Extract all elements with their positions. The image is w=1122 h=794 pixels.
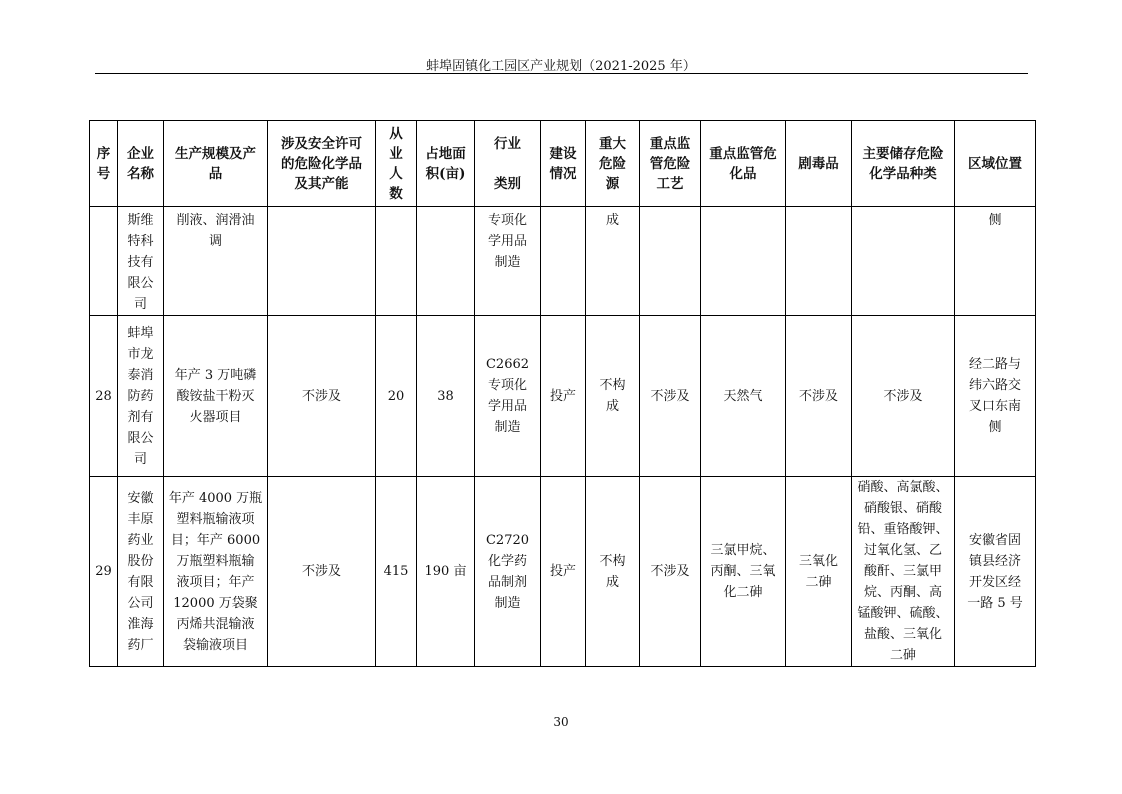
cell-location: 经二路与 纬六路交 叉口东南 侧 [955,316,1036,477]
col-header-location: 区域位置 [955,121,1036,207]
cell-process: 不涉及 [640,316,701,477]
col-header-company: 企业 名称 [118,121,164,207]
cell-toxic: 不涉及 [786,316,852,477]
col-header-chem: 重点监管危 化品 [701,121,786,207]
running-header: 蚌埠固镇化工园区产业规划（2021-2025 年） [426,59,696,74]
cell-permit: 不涉及 [268,316,376,477]
cell-status [541,207,586,316]
cell-location: 安徽省固 镇县经济 开发区经 一路 5 号 [955,477,1036,667]
cell-scale: 年产 3 万吨磷 酸铵盐干粉灭 火器项目 [164,316,268,477]
cell-no: 28 [90,316,118,477]
cell-storage: 不涉及 [852,316,955,477]
col-header-major-hazard: 重大 危险 源 [586,121,640,207]
cell-company: 斯维 特科 技有 限公 司 [118,207,164,316]
cell-status: 投产 [541,316,586,477]
cell-staff [376,207,417,316]
cell-process: 不涉及 [640,477,701,667]
col-header-industry: 行业 类别 [475,121,541,207]
table-header-row [90,121,1036,207]
col-header-area: 占地面 积(亩) [417,121,475,207]
cell-industry: C2662 专项化 学用品 制造 [475,316,541,477]
cell-scale: 削液、润滑油 调 [164,207,268,316]
cell-company: 安徽 丰原 药业 股份 有限 公司 淮海 药厂 [118,477,164,667]
cell-storage [852,207,955,316]
cell-no [90,207,118,316]
table-row [90,477,1036,667]
col-header-scale: 生产规模及产 品 [164,121,268,207]
cell-area: 190 亩 [417,477,475,667]
cell-company: 蚌埠 市龙 泰消 防药 剂有 限公 司 [118,316,164,477]
cell-no: 29 [90,477,118,667]
enterprise-table [89,120,1036,667]
cell-permit [268,207,376,316]
col-header-storage: 主要储存危险 化学品种类 [852,121,955,207]
cell-major-hazard: 不构 成 [586,316,640,477]
cell-industry: C2720 化学药 品制剂 制造 [475,477,541,667]
col-header-toxic: 剧毒品 [786,121,852,207]
cell-status: 投产 [541,477,586,667]
cell-toxic [786,207,852,316]
cell-major-hazard: 成 [586,207,640,316]
col-header-status: 建设 情况 [541,121,586,207]
cell-industry: 专项化 学用品 制造 [475,207,541,316]
col-header-no: 序 号 [90,121,118,207]
cell-staff: 415 [376,477,417,667]
cell-process [640,207,701,316]
cell-staff: 20 [376,316,417,477]
cell-location: 侧 [955,207,1036,316]
cell-area: 38 [417,316,475,477]
cell-toxic: 三氧化 二砷 [786,477,852,667]
cell-chem [701,207,786,316]
col-header-permit: 涉及安全许可 的危险化学品 及其产能 [268,121,376,207]
header-divider [95,73,1028,74]
cell-chem: 三氯甲烷、 丙酮、三氧 化二砷 [701,477,786,667]
col-header-staff: 从 业 人 数 [376,121,417,207]
cell-scale: 年产 4000 万瓶 塑料瓶输液项 目；年产 6000 万瓶塑料瓶输 液项目；年产 12000 万袋聚 丙烯共混输液 袋输液项目 [164,477,268,667]
page-number: 30 [553,715,569,729]
cell-permit: 不涉及 [268,477,376,667]
cell-storage: 硝酸、高氯酸、 硝酸银、硝酸 铅、重铬酸钾、 过氧化氢、乙 酸酐、三氯甲 烷、丙酮、高 锰酸钾、硫酸、 盐酸、三氧化 二砷 [852,477,955,667]
table-row [90,316,1036,477]
cell-area [417,207,475,316]
cell-chem: 天然气 [701,316,786,477]
cell-major-hazard: 不构 成 [586,477,640,667]
table-row [90,207,1036,316]
col-header-process: 重点监 管危险 工艺 [640,121,701,207]
